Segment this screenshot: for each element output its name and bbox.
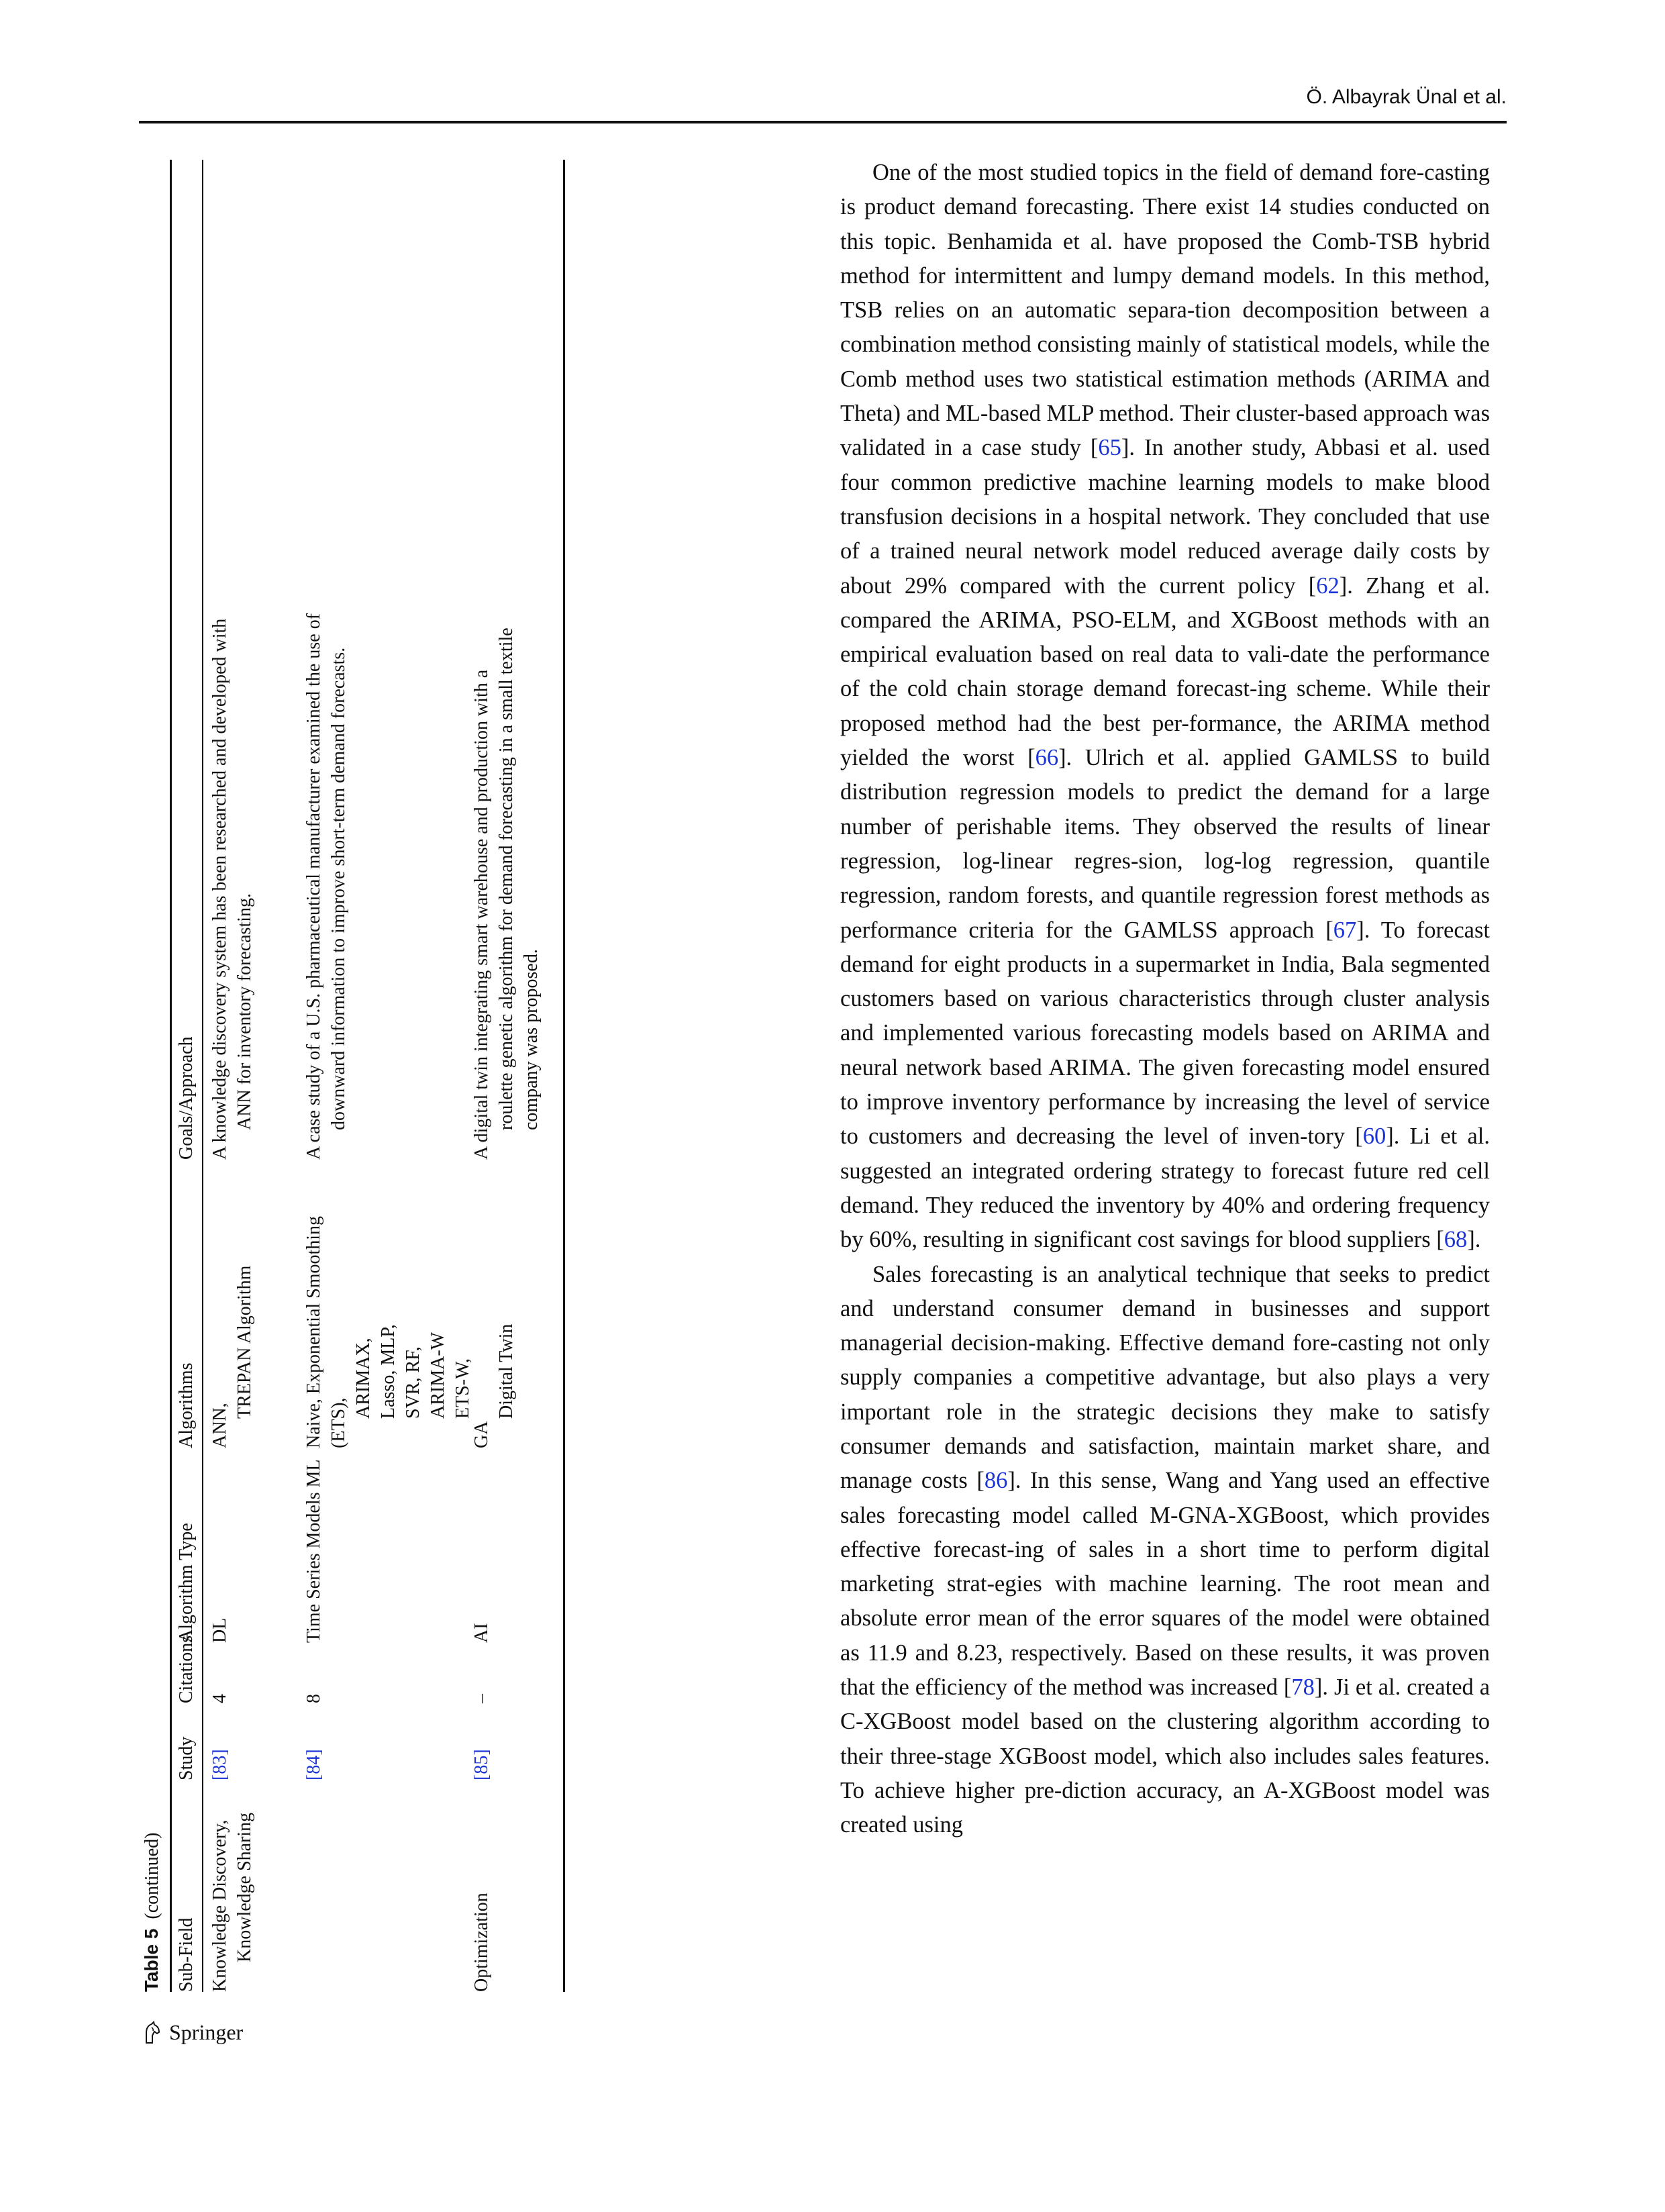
citation-link[interactable]: 67 — [1333, 917, 1357, 943]
col-header-subfield: Sub-Field — [176, 1917, 197, 1992]
cell-study-ref[interactable] — [207, 1749, 232, 1780]
table-top-rule — [170, 160, 172, 1992]
cell-citations — [207, 1694, 232, 1703]
table-continued: (continued) — [142, 1832, 162, 1919]
citation-link[interactable]: 60 — [1362, 1123, 1386, 1150]
cell-study-ref-line[interactable]: [84] — [303, 1749, 324, 1780]
cell-goals-line: ANN for inventory forecasting. — [234, 893, 255, 1130]
cell-citations-line: 4 — [209, 1694, 230, 1703]
citation-link[interactable]: 62 — [1316, 572, 1340, 599]
citation-link[interactable]: 78 — [1291, 1674, 1315, 1701]
cell-goals — [469, 166, 544, 1160]
springer-horse-icon — [142, 2021, 162, 2045]
col-header-algorithms: Algorithms — [176, 1362, 197, 1448]
cell-algorithms — [469, 1193, 519, 1448]
col-header-goals: Goals/Approach — [176, 1036, 197, 1160]
cell-goals-line: company was proposed. — [521, 949, 542, 1130]
col-header-citations: Citations — [176, 1635, 197, 1703]
cell-algorithms-line: ANN, — [209, 1403, 230, 1448]
cell-algorithms-line: Lasso, MLP, — [378, 1324, 399, 1419]
cell-algorithms — [301, 1193, 475, 1448]
cell-study-ref-line[interactable]: [83] — [209, 1749, 230, 1780]
publisher-footer — [142, 2020, 243, 2045]
table-bottom-rule — [563, 160, 565, 1992]
cell-algorithms-line: Digital Twin — [496, 1323, 517, 1419]
col-header-algorithm-type: Algorithm Type — [176, 1523, 197, 1643]
header-rule — [139, 121, 1507, 123]
cell-algorithms-line: GA — [471, 1421, 492, 1448]
cell-algorithms-line: ARIMAX, — [353, 1338, 374, 1419]
cell-goals-line: downward information to improve short-term demand forecasts. — [328, 647, 349, 1130]
cell-algorithm-type-line: AI — [471, 1623, 492, 1643]
cell-subfield — [469, 1797, 494, 1992]
cell-goals — [207, 166, 257, 1160]
publisher-name: Springer — [169, 2020, 244, 2044]
citation-link[interactable]: 66 — [1035, 745, 1059, 771]
cell-goals-line: A case study of a U.S. pharmaceutical manufacturer examined the use of — [303, 613, 324, 1160]
cell-study-ref-line[interactable]: [85] — [471, 1749, 492, 1780]
cell-algorithms-line: ARIMA-W — [427, 1331, 448, 1419]
table-5-rotated — [139, 160, 568, 1992]
body-paragraph: One of the most studied topics in the field of demand fore-casting is product demand forecasting. There exist 14 studies conducted on this topic. Benhamida et al. have proposed the Comb-TSB hybrid method for intermittent and lumpy demand models. In this method, TSB relies on an automatic separa-tion decomposition between a combination method consisting mainly of statistical models, while the Comb method uses two statistical estimation methods (ARIMA and Theta) and ML-based MLP method. Their cluster-based approach was validated in a case study [65]. In another study, Abbasi et al. used four common predictive machine learning models to make blood transfusion decisions in a hospital network. They concluded that use of a trained neural network model reduced average daily costs by about 29% compared with the current policy [62]. Zhang et al. compared the ARIMA, PSO-ELM, and XGBoost methods with an empirical evaluation based on real data to vali-date the performance of the cold chain storage demand forecast-ing scheme. While their proposed method had the best per-formance, the ARIMA method yielded the worst [66]. Ulrich et al. applied GAMLSS to build distribution regression models to predict the demand for a large number of perishable items. They observed the results of linear regression, log-linear regres-sion, log-log regression, quantile regression, random forests, and quantile regression forest methods as performance criteria for the GAMLSS approach [67]. To forecast demand for eight products in a supermarket in India, Bala segmented customers based on various characteristics through cluster analysis and implemented various forecasting models based on ARIMA and neural network based ARIMA. The given forecasting model ensured to improve inventory performance by increasing the level of service to customers and decreasing the level of inven-tory [60]. Li et al. suggested an integrated ordering strategy to forecast future red cell demand. They reduced the inventory by 40% and ordering frequency by 60%, resulting in significant cost savings for blood suppliers [68]. — [840, 160, 1490, 1253]
citation-link[interactable]: 86 — [984, 1468, 1008, 1494]
cell-subfield-line: Knowledge Sharing — [234, 1812, 255, 1962]
cell-algorithm-type — [469, 1623, 494, 1643]
cell-goals-line: roulette genetic algorithm for demand forecasting in a small textile — [496, 627, 517, 1130]
cell-goals-line: A knowledge discovery system has been researched and developed with — [209, 618, 230, 1160]
body-text — [840, 156, 1490, 1843]
cell-subfield-line: Knowledge Discovery, — [209, 1819, 230, 1992]
cell-subfield-line: Optimization — [471, 1893, 492, 1992]
table-caption — [139, 1833, 164, 1992]
cell-algorithms-line: SVR, RF, — [403, 1346, 423, 1419]
cell-algorithms-line: TREPAN Algorithm — [234, 1265, 255, 1419]
cell-algorithm-type-line: DL — [209, 1617, 230, 1643]
cell-goals-line: A digital twin integrating smart warehouse and production with a — [471, 669, 492, 1160]
table-label: Table 5 — [141, 1928, 162, 1992]
running-head: Ö. Albayrak Ünal et al. — [1306, 86, 1507, 108]
cell-algorithms-line: Naive, Exponential Smoothing (ETS), — [303, 1215, 349, 1448]
body-paragraph: Sales forecasting is an analytical technique that seeks to predict and understand consumer demand in businesses and support managerial decision-making. Effective demand fore-casting not only supply companies a competitive advantage, but also plays a very important role in the strategic decisions they make to satisfy consumer demands and satisfaction, maintain market share, and manage costs [86]. In this sense, Wang and Yang used an effective sales forecasting model called M-GNA-XGBoost, which provides effective forecast-ing of sales in a short time to perform digital marketing strat-egies with machine learning. The root mean and absolute error mean of the error squares of the model were obtained as 11.9 and 8.23, respectively. Based on these results, it was proven that the efficiency of the method was increased [78]. Ji et al. created a C-XGBoost model based on the clustering algorithm according to their three-stage XGBoost model, which also includes sales features. To achieve higher pre-diction accuracy, an A-XGBoost model was created using — [840, 1261, 1491, 1838]
citation-link[interactable]: 68 — [1444, 1227, 1468, 1253]
cell-citations-line: 8 — [303, 1694, 324, 1703]
table-header-rule — [202, 160, 203, 1992]
cell-citations — [469, 1694, 494, 1703]
cell-subfield — [207, 1797, 257, 1992]
col-header-study: Study — [176, 1736, 197, 1780]
cell-algorithm-type-line: Time Series Models ML — [303, 1459, 324, 1643]
cell-citations-line: – — [471, 1694, 492, 1703]
cell-algorithms — [207, 1193, 257, 1448]
cell-goals — [301, 166, 351, 1160]
cell-study-ref[interactable] — [301, 1749, 326, 1780]
cell-citations — [301, 1694, 326, 1703]
cell-algorithm-type — [301, 1459, 326, 1643]
cell-study-ref[interactable] — [469, 1749, 494, 1780]
cell-algorithms-line: ETS-W, — [452, 1358, 473, 1419]
cell-algorithm-type — [207, 1618, 232, 1643]
citation-link[interactable]: 65 — [1098, 435, 1121, 461]
